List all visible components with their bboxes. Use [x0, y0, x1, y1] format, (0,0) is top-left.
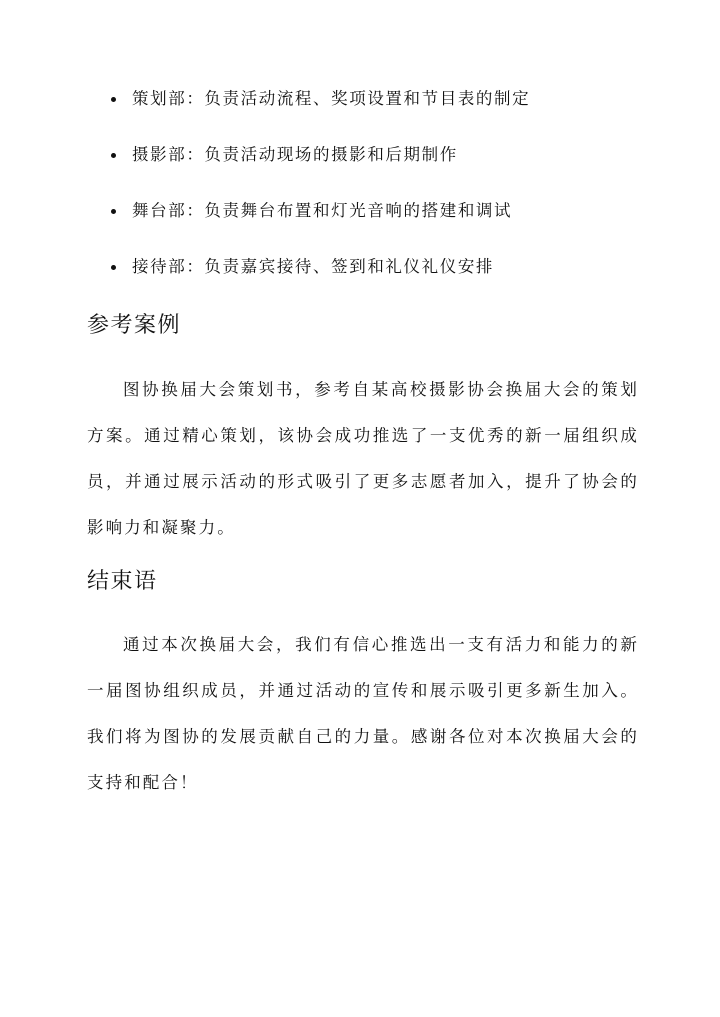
department-name: 摄影部	[132, 145, 187, 164]
list-item	[108, 84, 668, 140]
bullet-icon	[111, 153, 116, 158]
conclusion-paragraph: 通过本次换届大会，我们有信心推选出一支有活力和能力的新一届图协组织成员，并通过活动的宣传和展示吸引更多新生加入。我们将为图协的发展贡献自己的力量。感谢各位对本次换届大会的支持和配合！	[87, 635, 639, 792]
department-duty: 负责活动流程、奖项设置和节目表的制定	[204, 89, 531, 108]
department-separator: ：	[186, 145, 205, 164]
bullet-icon	[111, 265, 116, 270]
bullet-icon	[111, 97, 116, 102]
reference-paragraph: 图协换届大会策划书，参考自某高校摄影协会换届大会的策划方案。通过精心策划，该协会成功推选了一支优秀的新一届组织成员，并通过展示活动的形式吸引了更多志愿者加入，提升了协会的影响力和凝聚力。	[87, 380, 639, 537]
bullet-icon	[111, 209, 116, 214]
department-duty: 负责活动现场的摄影和后期制作	[204, 145, 458, 164]
department-name: 舞台部	[132, 201, 187, 220]
list-item	[108, 140, 668, 196]
department-separator: ：	[186, 257, 205, 276]
department-duty: 负责嘉宾接待、签到和礼仪礼仪安排	[204, 257, 495, 276]
reference-heading: 参考案例	[87, 313, 182, 338]
department-list	[108, 84, 668, 308]
list-item	[108, 196, 668, 252]
conclusion-heading: 结束语	[87, 569, 158, 594]
department-name: 接待部	[132, 257, 187, 276]
department-name: 策划部	[132, 89, 187, 108]
department-duty: 负责舞台布置和灯光音响的搭建和调试	[204, 201, 513, 220]
list-item	[108, 252, 668, 308]
department-separator: ：	[186, 89, 205, 108]
department-separator: ：	[186, 201, 205, 220]
